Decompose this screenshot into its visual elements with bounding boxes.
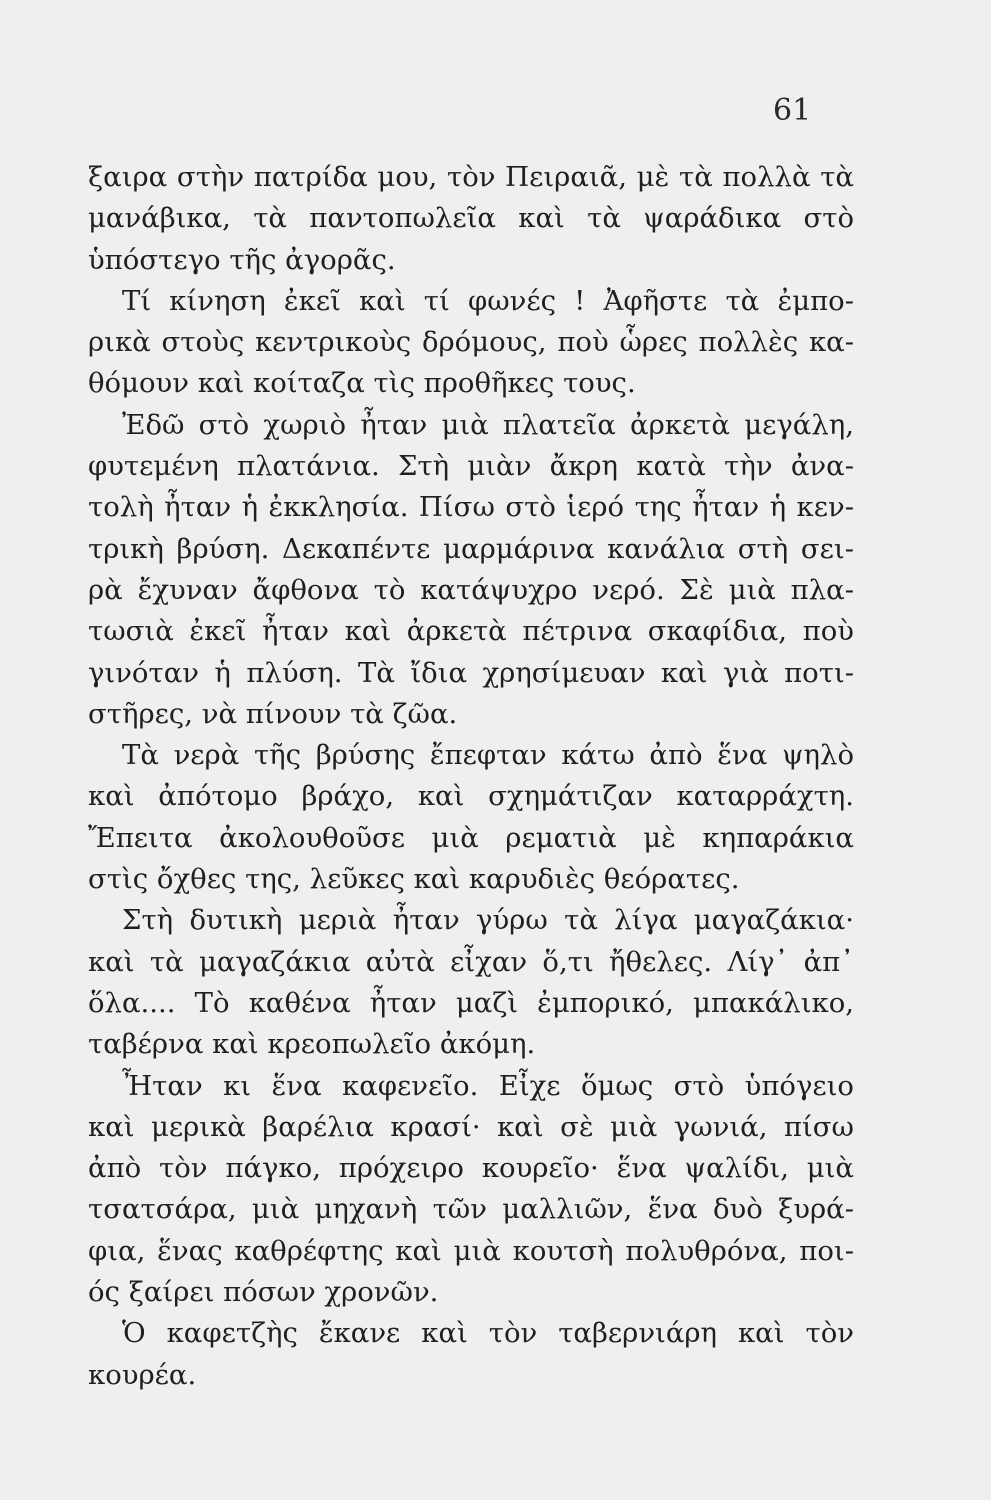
text-line: στῆρες, νὰ πίνουν τὰ ζῶα. <box>88 697 458 730</box>
text-line: τωσιὰ ἐκεῖ ἦταν καὶ ἀρκετὰ πέτρινα σκαφίδια, ποὺ <box>88 615 854 648</box>
text-line: ἀπὸ τὸν πάγκο, πρόχειρο κουρεῖο· ἕνα ψαλίδι, μιὰ <box>88 1152 854 1185</box>
text-line: Ὁ καφετζὴς ἔκανε καὶ τὸν ταβερνιάρη καὶ τὸν <box>122 1317 854 1350</box>
text-line: γινόταν ἡ πλύση. Τὰ ἴδια χρησίμευαν καὶ γιὰ ποτι- <box>88 656 854 689</box>
text-line: ταβέρνα καὶ κρεοπωλεῖο ἀκόμη. <box>88 1028 536 1061</box>
text-line: φυτεμένη πλατάνια. Στὴ μιὰν ἄκρη κατὰ τὴν ἀνα- <box>88 450 854 483</box>
text-line: ός ξαίρει πόσων χρονῶν. <box>88 1276 439 1309</box>
body-text <box>88 157 854 1396</box>
text-line: καὶ μερικὰ βαρέλια κρασί· καὶ σὲ μιὰ γωνιά, πίσω <box>88 1110 854 1143</box>
text-line: ὑπόστεγο τῆς ἀγορᾶς. <box>88 243 396 276</box>
text-line: ρικὰ στοὺς κεντρικοὺς δρόμους, ποὺ ὧρες πολλὲς κα- <box>88 326 854 359</box>
text-line: ρὰ ἔχυναν ἄφθονα τὸ κατάψυχρο νερό. Σὲ μιὰ πλα- <box>88 573 854 606</box>
text-line: Τί κίνηση ἐκεῖ καὶ τί φωνές ! Ἀφῆστε τὰ ἐμπο- <box>122 284 854 317</box>
text-line: φια, ἕνας καθρέφτης καὶ μιὰ κουτσὴ πολυθρόνα, ποι- <box>88 1234 854 1267</box>
text-line: τρικὴ βρύση. Δεκαπέντε μαρμάρινα κανάλια στὴ σει- <box>88 532 854 565</box>
text-line: κουρέα. <box>88 1358 197 1391</box>
text-line: τσατσάρα, μιὰ μηχανὴ τῶν μαλλιῶν, ἕνα δυὸ ξυρά- <box>88 1193 854 1226</box>
text-line: ὅλα.... Τὸ καθένα ἦταν μαζὶ ἐμπορικό, μπακάλικο, <box>88 986 854 1019</box>
text-line: Στὴ δυτικὴ μεριὰ ἦταν γύρω τὰ λίγα μαγαζάκια· <box>122 904 854 937</box>
text-line: Ἔπειτα ἀκολουθοῦσε μιὰ ρεματιὰ μὲ κηπαράκια <box>88 821 854 854</box>
text-line: μανάβικα, τὰ παντοπωλεῖα καὶ τὰ ψαράδικα στὸ <box>88 202 854 235</box>
text-line: καὶ ἀπότομο βράχο, καὶ σχημάτιζαν καταρράχτη. <box>88 780 854 813</box>
text-line: ξαιρα στὴν πατρίδα μου, τὸν Πειραιᾶ, μὲ τὰ πολλὰ τὰ <box>88 161 854 193</box>
text-line: Ἦταν κι ἕνα καφενεῖο. Εἶχε ὅμως στὸ ὑπόγειο <box>122 1069 854 1102</box>
text-line: τολὴ ἦταν ἡ ἐκκλησία. Πίσω στὸ ἱερό της ἦταν ἡ κεν- <box>88 491 854 524</box>
text-line: Τὰ νερὰ τῆς βρύσης ἔπεφταν κάτω ἀπὸ ἕνα ψηλὸ <box>122 739 854 772</box>
page-number: 61 <box>773 93 812 128</box>
text-line: θόμουν καὶ κοίταζα τὶς προθῆκες τους. <box>88 367 636 400</box>
text-line: στὶς ὄχθες της, λεῦκες καὶ καρυδιὲς θεόρατες. <box>88 863 740 896</box>
text-line: Ἐδῶ στὸ χωριὸ ἦταν μιὰ πλατεῖα ἀρκετὰ μεγάλη, <box>122 408 854 441</box>
text-line: καὶ τὰ μαγαζάκια αὐτὰ εἶχαν ὅ,τι ἤθελες. Λίγ᾿ ἀπ᾿ <box>88 945 854 978</box>
